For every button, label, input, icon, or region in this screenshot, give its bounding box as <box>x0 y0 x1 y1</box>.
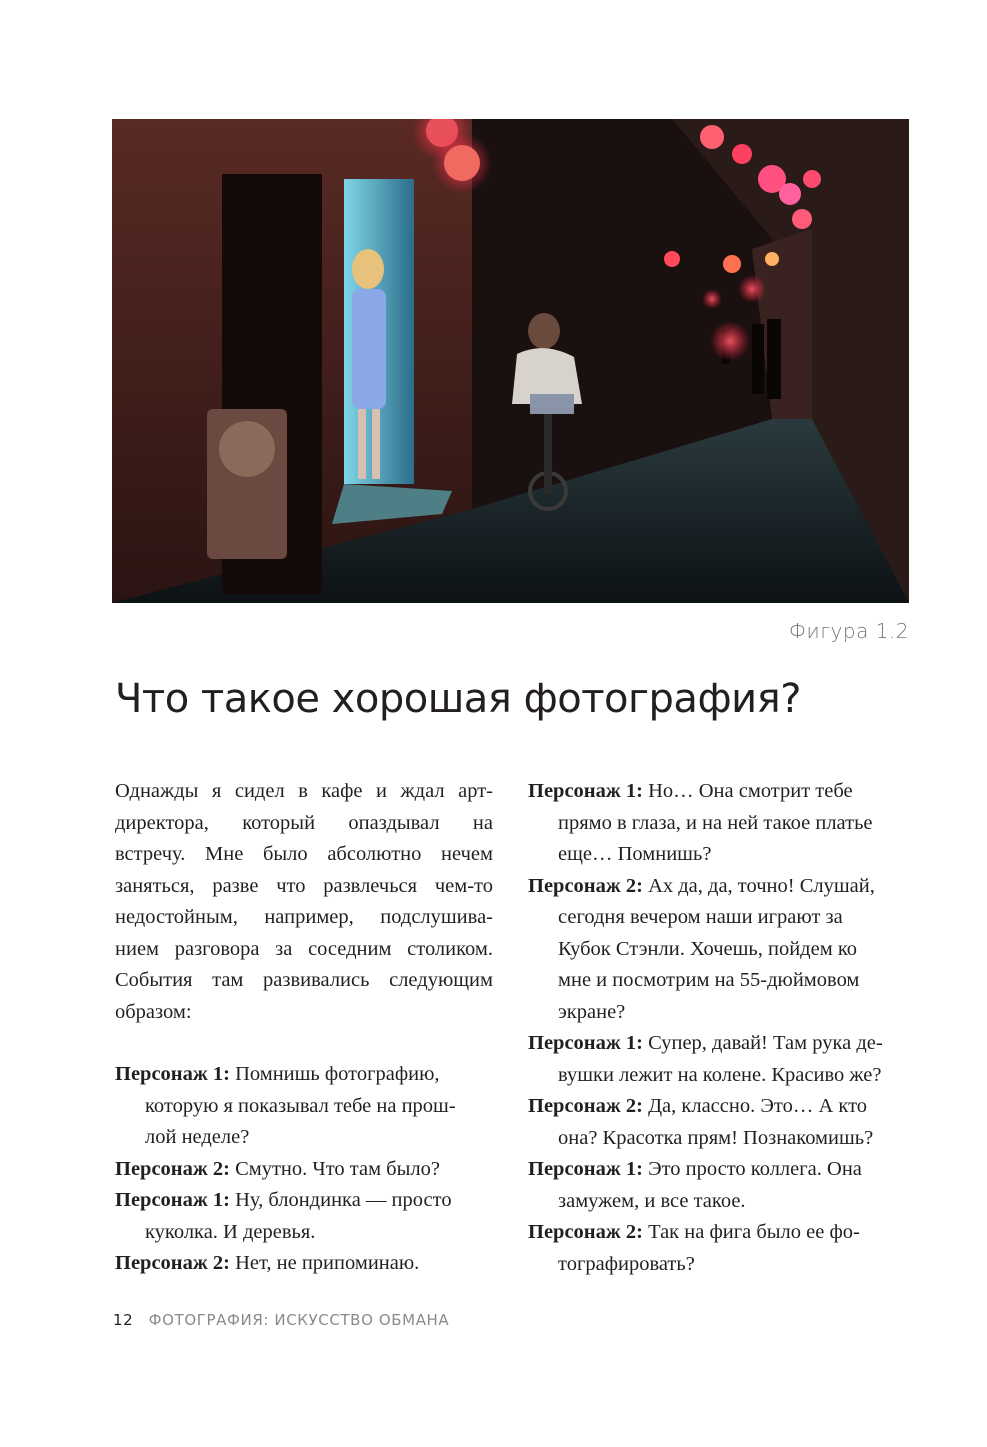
dialogue-text: Супер, давай! Там рука де- <box>648 1032 883 1054</box>
speaker-label: Персонаж 1: <box>528 1032 643 1054</box>
dialogue-text: Смутно. Что там было? <box>235 1157 440 1180</box>
speaker-label: Персонаж 1: <box>528 1158 643 1180</box>
page-number: 12 <box>113 1311 134 1329</box>
page-footer <box>113 1311 449 1329</box>
dialogue-line <box>115 1185 493 1248</box>
intro-paragraph <box>115 776 493 1028</box>
intro-line: директора, который опаздывал на <box>115 811 493 834</box>
intro-line: Однажды я сидел в кафе и ждал арт- <box>115 780 493 802</box>
right-column <box>528 776 909 1280</box>
left-column <box>115 776 493 1280</box>
dialogue-line <box>528 1091 909 1154</box>
dialogue-text: тографировать? <box>558 1252 695 1275</box>
dialogue-text: Да, классно. Это… А кто <box>648 1095 868 1117</box>
dialogue-text: Это просто коллега. Она <box>648 1158 862 1180</box>
dialogue-text: еще… Помнишь? <box>558 843 712 865</box>
night-street-photo-icon <box>112 119 909 603</box>
dialogue-text: сегодня вечером наши играют за <box>558 906 843 928</box>
speaker-label: Персонаж 2: <box>528 874 643 897</box>
dialogue-line <box>115 1154 493 1186</box>
dialogue-line <box>115 1248 493 1280</box>
dialogue-line <box>115 1059 493 1154</box>
dialogue-text: она? Красотка прям! Познакомишь? <box>558 1126 874 1149</box>
running-title: ФОТОГРАФИЯ: ИСКУССТВО ОБМАНА <box>148 1311 450 1329</box>
dialogue-text: замужем, и все такое. <box>558 1189 746 1212</box>
intro-line: встречу. Мне было абсолютно нечем <box>115 843 493 865</box>
dialogue-text: экране? <box>558 1000 626 1023</box>
intro-line: недостойным, например, подслушива- <box>115 906 493 928</box>
intro-line: образом: <box>115 1000 192 1023</box>
intro-line: События там развивались следующим <box>115 969 493 991</box>
dialogue-text: вушки лежит на колене. Красиво же? <box>558 1063 882 1086</box>
speaker-label: Персонаж 1: <box>115 1063 230 1085</box>
dialogue-text: лой неделе? <box>145 1126 250 1148</box>
intro-line: заняться, разве что развлечься чем-то <box>115 874 493 897</box>
dialogue-text: прямо в глаза, и на ней такое платье <box>558 811 873 834</box>
figure-caption: Фигура 1.2 <box>788 619 909 643</box>
dialogue-line <box>528 1217 909 1280</box>
speaker-label: Персонаж 2: <box>115 1157 230 1180</box>
section-heading: Что такое хорошая фотография? <box>115 676 801 722</box>
dialogue-text: которую я показывал тебе на прош- <box>145 1094 456 1117</box>
dialogue-line <box>528 1154 909 1217</box>
speaker-label: Персонаж 2: <box>528 1221 643 1243</box>
speaker-label: Персонаж 1: <box>528 780 643 802</box>
dialogue-line <box>528 871 909 1029</box>
dialogue-text: Но… Она смотрит тебе <box>648 780 853 802</box>
dialogue-text: Кубок Стэнли. Хочешь, пойдем ко <box>558 937 857 960</box>
dialogue-text: мне и посмотрим на 55-дюймовом <box>558 969 860 991</box>
dialogue-line <box>528 776 909 871</box>
dialogue-line <box>528 1028 909 1091</box>
dialogue-text: Ну, блондинка — просто <box>235 1189 452 1211</box>
speaker-label: Персонаж 2: <box>528 1095 643 1117</box>
speaker-label: Персонаж 2: <box>115 1252 230 1274</box>
dialogue-text: Так на фига было ее фо- <box>648 1221 860 1243</box>
dialogue-text: Ах да, да, точно! Слушай, <box>648 874 875 897</box>
intro-line: нием разговора за соседним столиком. <box>115 937 493 960</box>
speaker-label: Персонаж 1: <box>115 1189 230 1211</box>
figure-photo <box>112 119 909 603</box>
dialogue-text: куколка. И деревья. <box>145 1220 316 1243</box>
dialogue-text: Нет, не припоминаю. <box>235 1252 420 1274</box>
dialogue-text: Помнишь фотографию, <box>235 1063 440 1085</box>
